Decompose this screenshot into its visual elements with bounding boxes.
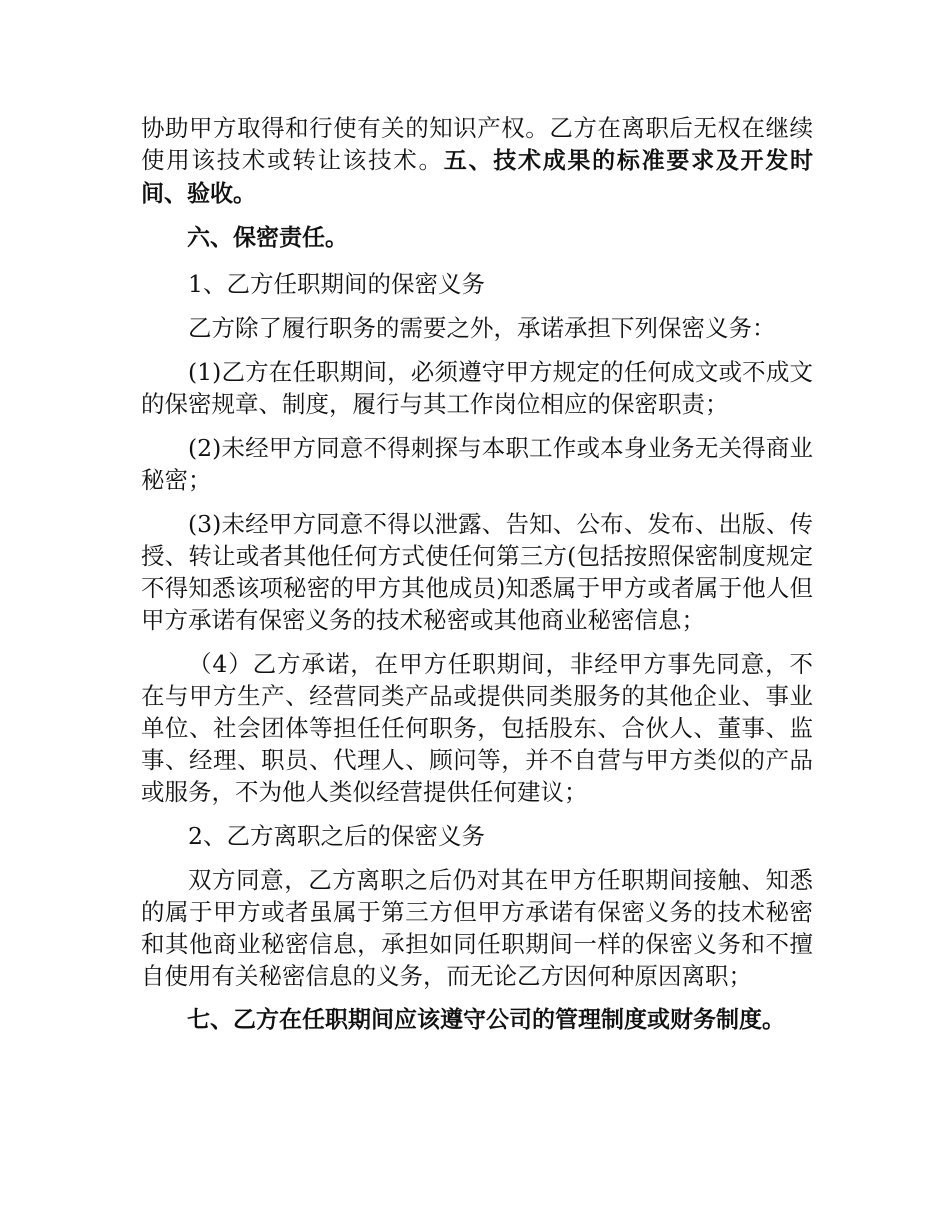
subsection-2-title: 2、乙方离职之后的保密义务 [188,822,485,850]
section-7-heading: 七、乙方在任职期间应该遵守公司的管理制度或财务制度。 [187,1007,785,1033]
subsection-1-title: 1、乙方任职期间的保密义务 [188,270,485,298]
section-6-heading: 六、保密责任。 [187,225,348,251]
subsection-1-intro: 乙方除了履行职务的需要之外，承诺承担下列保密义务： [188,314,776,342]
ip-rights-text: 协助甲方取得和行使有关的知识产权。乙方在离职后无权在继续使用该技术或转让该技术。 [141,114,813,174]
document-page [141,112,813,1048]
obligation-item-2: (2)未经甲方同意不得刺探与本职工作或本身业务无关得商业秘密； [141,434,813,494]
subsection-2-body: 双方同意，乙方离职之后仍对其在甲方任职期间接触、知悉的属于甲方或者虽属于第三方但甲方承诺有保密义务的技术秘密和其他商业秘密信息，承担如同任职期间一样的保密义务和不擅自使用有关秘密信息的义务，而无论乙方因何种原因离职； [141,866,813,990]
obligation-item-1: (1)乙方在任职期间，必须遵守甲方规定的任何成文或不成文的保密规章、制度，履行与其工作岗位相应的保密职责； [141,358,813,418]
obligation-item-4: （4）乙方承诺，在甲方任职期间，非经甲方事先同意，不在与甲方生产、经营同类产品或提供同类服务的其他企业、事业单位、社会团体等担任任何职务，包括股东、合伙人、董事、监事、经理、职员、代理人、顾问等，并不自营与甲方类似的产品或服务，不为他人类似经营提供任何建议； [141,650,813,806]
paragraph-ip-rights [141,112,813,210]
section-5-heading: 五、技术成果的标准要求及开发时间、验收。 [141,148,814,207]
obligation-item-3: (3)未经甲方同意不得以泄露、告知、公布、发布、出版、传授、转让或者其他任何方式使任何第三方(包括按照保密制度规定不得知悉该项秘密的甲方其他成员)知悉属于甲方或者属于他人但甲方承诺有保密义务的技术秘密或其他商业秘密信息； [141,510,813,634]
